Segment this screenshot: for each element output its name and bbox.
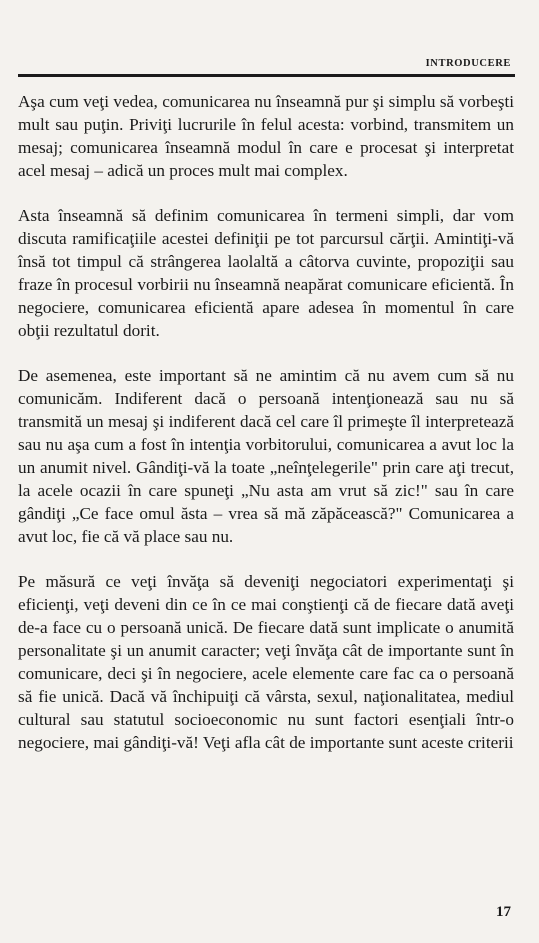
page-body — [18, 90, 514, 754]
paragraph-2: Asta înseamnă să definim comunicarea în termeni simpli, dar vom discuta ramificaţiile acestei definiţii pe tot parcursul cărţii. Amintiţi-vă însă tot timpul că strângerea laolaltă a câtorva cuvinte, propoziţii sau fraze în procesul vorbirii nu înseamnă neapărat comunicare eficientă. În negociere, comunicarea eficientă apare adesea în momentul în care obţii rezultatul dorit. — [18, 206, 514, 340]
header-rule — [18, 74, 515, 77]
paragraph-3: De asemenea, este important să ne amintim că nu avem cum să nu comunicăm. Indiferent dacă o persoană intenţionează sau nu să transmită un mesaj şi indiferent dacă cel care îl primeşte îl interpretează sau nu aşa cum a fost în intenţia vorbitorului, comunicarea a avut loc la un anumit nivel. Gândiţi-vă la toate „neînţelegerile" prin care aţi trecut, la acele ocazii în care spuneţi „Nu asta am vrut să zic!" sau în care gândiţi „Ce face omul ăsta – vrea să mă zăpăcească?" Comunicarea a avut loc, fie că vă place sau nu. — [18, 366, 514, 546]
paragraph-1: Aşa cum veţi vedea, comunicarea nu înseamnă pur şi simplu să vorbeşti mult sau puţin. Priviţi lucrurile în felul acesta: vorbind, transmitem un mesaj; comunicarea înseamnă modul în care e procesat şi interpretat acel mesaj – adică un proces mult mai complex. — [18, 92, 514, 180]
running-header: INTRODUCERE — [425, 58, 511, 69]
paragraph-4: Pe măsură ce veţi învăţa să deveniţi negociatori experimentaţi şi eficienţi, veţi deveni din ce în ce mai conştienţi că de fiecare dată aveţi de-a face cu o persoană unică. De fiecare dată sunt implicate o anumită personalitate şi un anumit caracter; veţi învăţa cât de importante sunt în comunicare, deci şi în negociere, acele elemente care fac ca o persoană să fie unică. Dacă vă închipuiţi că vârsta, sexul, naţionalitatea, mediul cultural sau statutul socioeconomic nu sunt factori esenţiali într-o negociere, mai gândiţi-vă! Veţi afla cât de importante sunt aceste criterii — [18, 572, 514, 752]
page-number: 17 — [496, 904, 511, 920]
